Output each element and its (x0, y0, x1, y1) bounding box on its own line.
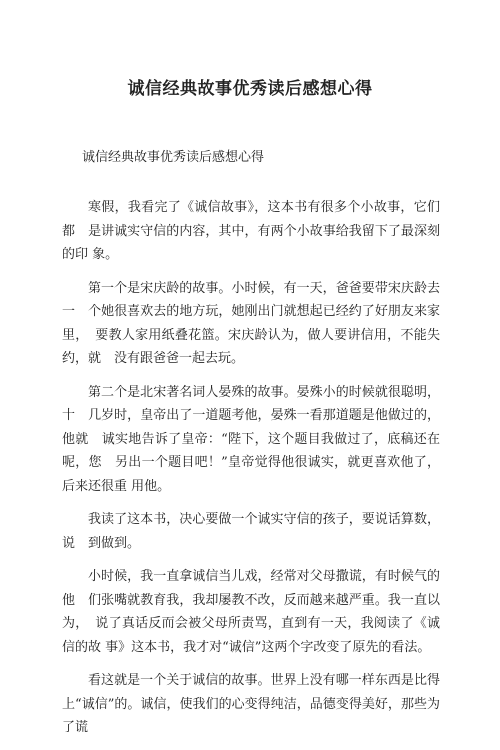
paragraph-6: 看这就是一个关于诚信的故事。世界上没有哪一样东西是比得上“诚信”的。诚信，使我们的心变得纯洁，品德变得美好，那些为了谎 (62, 673, 440, 735)
document-subtitle: 诚信经典故事优秀读后感想心得 (82, 150, 265, 165)
paragraph-2: 第一个是宋庆龄的故事。小时候，有一天，爸爸要带宋庆龄去一 个她很喜欢去的地方玩，她刚出门就想起已经约了好朋友来家里， 要教人家用纸叠花篮。宋庆龄认为，做人要讲信用，不能失约，就 没有跟爸爸一起去玩。 (62, 280, 440, 366)
paragraph-3: 第二个是北宋著名词人晏殊的故事。晏殊小的时候就很聪明，十 几岁时，皇帝出了一道题考他，晏殊一看那道题是他做过的，他就 诚实地告诉了皇帝：“陛下，这个题目我做过了，底稿还在呢，您 另出一个题目吧！”皇帝觉得他很诚实，就更喜欢他了，后来还很重 用他。 (62, 384, 440, 494)
paragraph-1: 寒假，我看完了《诚信故事》，这本书有很多个小故事，它们都 是讲诚实守信的内容，其中，有两个小故事给我留下了最深刻的印 象。 (62, 200, 440, 262)
paragraph-4: 我读了这本书，决心要做一个诚实守信的孩子，要说话算数，说 到做到。 (62, 512, 440, 551)
document-title: 诚信经典故事优秀读后感想心得 (127, 79, 373, 99)
document-body (62, 196, 440, 750)
paragraph-5: 小时候，我一直拿诚信当儿戏，经常对父母撒谎，有时候气的他 们张嘴就教育我，我却屡教不改，反而越来越严重。我一直以为， 说了真话反而会被父母所责骂，直到有一天，我阅读了《诚信的故 事》这本书，我才对“诚信”这两个字改变了原先的看法。 (62, 569, 440, 655)
